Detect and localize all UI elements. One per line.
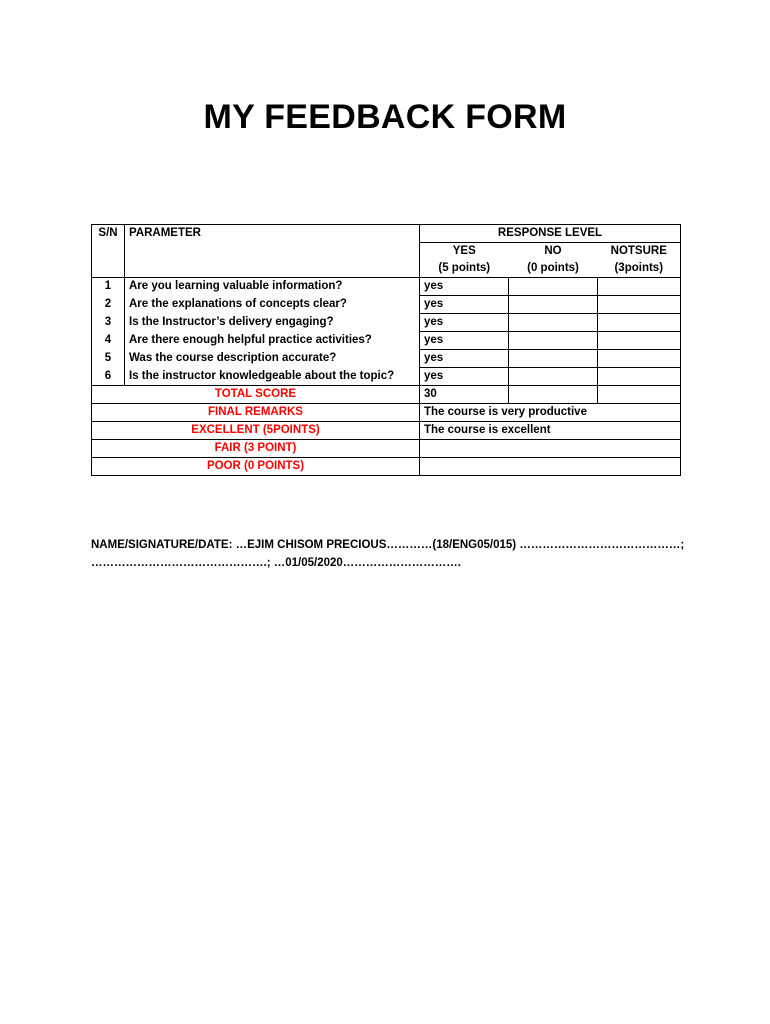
row-notsure xyxy=(598,332,681,350)
total-score-notsure xyxy=(598,386,681,404)
row-no xyxy=(509,296,598,314)
row-yes: yes xyxy=(420,314,509,332)
header-no-points: (0 points) xyxy=(509,260,598,278)
table-row xyxy=(92,296,681,314)
final-remarks-label: FINAL REMARKS xyxy=(92,404,420,422)
row-notsure xyxy=(598,296,681,314)
signature-line-2: ……………………………………….; …01/05/2020…………………………. xyxy=(91,557,461,569)
row-parameter: Are there enough helpful practice activities? xyxy=(125,332,420,350)
excellent-label: EXCELLENT (5POINTS) xyxy=(92,422,420,440)
header-no: NO xyxy=(509,243,598,261)
total-score-label: TOTAL SCORE xyxy=(92,386,420,404)
header-yes-points: (5 points) xyxy=(420,260,509,278)
final-remarks-value: The course is very productive xyxy=(420,404,681,422)
row-sn: 3 xyxy=(92,314,125,332)
page-title: MY FEEDBACK FORM xyxy=(203,98,567,136)
fair-value xyxy=(420,440,681,458)
signature-line-1: NAME/SIGNATURE/DATE: …EJIM CHISOM PRECIOUS…………(18/ENG05/015) ……………………………………; xyxy=(91,539,685,551)
table-row xyxy=(92,314,681,332)
row-parameter: Was the course description accurate? xyxy=(125,350,420,368)
row-parameter: Is the instructor knowledgeable about the topic? xyxy=(125,368,420,386)
row-notsure xyxy=(598,350,681,368)
fair-label: FAIR (3 POINT) xyxy=(92,440,420,458)
header-yes: YES xyxy=(420,243,509,261)
excellent-value: The course is excellent xyxy=(420,422,681,440)
row-no xyxy=(509,350,598,368)
poor-label: POOR (0 POINTS) xyxy=(92,458,420,476)
table-row xyxy=(92,278,681,296)
total-score-value: 30 xyxy=(420,386,509,404)
summary-row-final-remarks xyxy=(92,404,681,422)
header-response-level: RESPONSE LEVEL xyxy=(420,225,681,243)
table-row xyxy=(92,332,681,350)
row-no xyxy=(509,368,598,386)
table-row xyxy=(92,350,681,368)
row-sn: 5 xyxy=(92,350,125,368)
row-yes: yes xyxy=(420,368,509,386)
row-no xyxy=(509,314,598,332)
row-yes: yes xyxy=(420,296,509,314)
row-parameter: Is the Instructor’s delivery engaging? xyxy=(125,314,420,332)
row-yes: yes xyxy=(420,350,509,368)
row-yes: yes xyxy=(420,278,509,296)
row-parameter: Are the explanations of concepts clear? xyxy=(125,296,420,314)
poor-value xyxy=(420,458,681,476)
row-parameter: Are you learning valuable information? xyxy=(125,278,420,296)
header-sn: S/N xyxy=(92,225,125,278)
header-parameter: PARAMETER xyxy=(125,225,420,278)
row-notsure xyxy=(598,314,681,332)
row-sn: 6 xyxy=(92,368,125,386)
header-row-1 xyxy=(92,225,681,243)
header-notsure: NOTSURE xyxy=(598,243,681,261)
signature-block xyxy=(91,536,691,572)
summary-row-fair xyxy=(92,440,681,458)
summary-row-poor xyxy=(92,458,681,476)
row-sn: 4 xyxy=(92,332,125,350)
total-score-no xyxy=(509,386,598,404)
feedback-table xyxy=(91,224,681,476)
row-sn: 1 xyxy=(92,278,125,296)
row-no xyxy=(509,278,598,296)
table-row xyxy=(92,368,681,386)
summary-row-excellent xyxy=(92,422,681,440)
summary-row-total-score xyxy=(92,386,681,404)
row-notsure xyxy=(598,368,681,386)
row-notsure xyxy=(598,278,681,296)
row-sn: 2 xyxy=(92,296,125,314)
header-notsure-points: (3points) xyxy=(598,260,681,278)
row-no xyxy=(509,332,598,350)
row-yes: yes xyxy=(420,332,509,350)
